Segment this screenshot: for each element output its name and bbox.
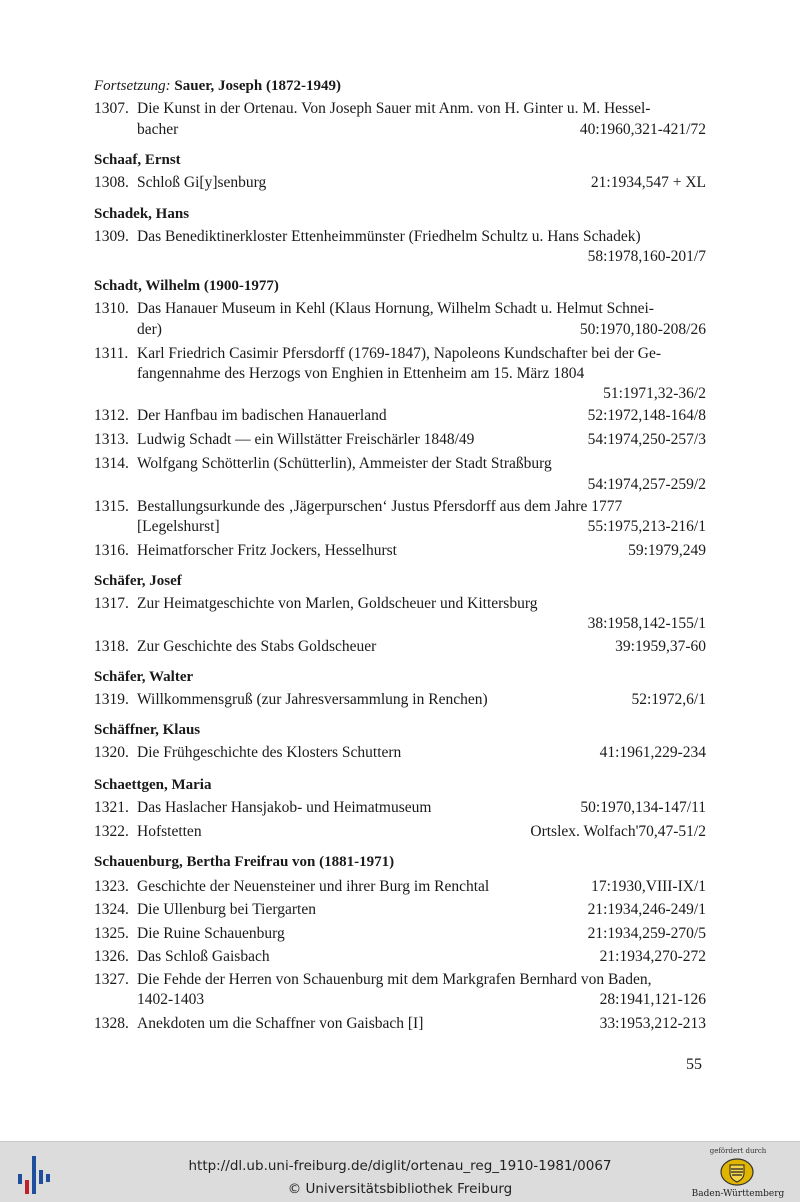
author-heading: Schauenburg, Bertha Freifrau von (1881-1971) (94, 854, 395, 870)
baden-wuerttemberg-crest-icon (719, 1157, 755, 1187)
entry-title: Die Frühgeschichte des Klosters Schuttern (137, 744, 402, 761)
entry-title: Heimatforscher Fritz Jockers, Hesselhurst (137, 542, 397, 559)
entry-reference: 21:1934,547 + XL (590, 174, 706, 191)
entry-title: Zur Heimatgeschichte von Marlen, Goldscheuer und Kittersburg (137, 595, 538, 612)
entry-reference: 55:1975,213-216/1 (587, 518, 706, 535)
entry-title: Das Haslacher Hansjakob- und Heimatmuseum (137, 799, 432, 816)
entry-number: 1310. (94, 300, 129, 317)
entry-title: Die Ruine Schauenburg (137, 925, 285, 942)
entry-reference: 50:1970,134-147/11 (580, 799, 706, 816)
author-heading: Schaaf, Ernst (94, 152, 181, 168)
entry-number: 1319. (94, 691, 129, 708)
entry-reference: 21:1934,259-270/5 (587, 925, 706, 942)
entry-number: 1326. (94, 948, 129, 965)
author-heading: Schäfer, Josef (94, 573, 182, 589)
entry-reference: 21:1934,270-272 (599, 948, 706, 965)
entry-reference: 33:1953,212-213 (599, 1015, 706, 1032)
entry-reference: 51:1971,32-36/2 (603, 385, 706, 402)
author-heading: Schäffner, Klaus (94, 722, 201, 738)
entry-number: 1325. (94, 925, 129, 942)
author-heading: Schäfer, Walter (94, 669, 194, 685)
entry-title: Ludwig Schadt — ein Willstätter Freischärler 1848/49 (137, 431, 475, 448)
entry-title: Schloß Gi[y]senburg (137, 174, 267, 191)
entry-title: Bestallungsurkunde des ‚Jägerpurschen‘ Justus Pfersdorff aus dem Jahre 1777 (137, 498, 623, 515)
entry-title: Das Schloß Gaisbach (137, 948, 270, 965)
entry-reference: 17:1930,VIII-IX/1 (591, 878, 706, 895)
continuation-author: Sauer, Joseph (1872-1949) (174, 78, 341, 94)
entry-title: Zur Geschichte des Stabs Goldscheuer (137, 638, 377, 655)
entry-title: Das Hanauer Museum in Kehl (Klaus Hornung, Wilhelm Schadt u. Helmut Schnei- (137, 300, 654, 317)
entry-reference: 58:1978,160-201/7 (587, 248, 706, 265)
entry-reference: 38:1958,142-155/1 (587, 615, 706, 632)
continuation-header (94, 76, 341, 96)
entry-title: Willkommensgruß (zur Jahresversammlung in Renchen) (137, 691, 488, 708)
entry-title-continued: fangennahme des Herzogs von Enghien in Ettenheim am 15. März 1804 (137, 365, 585, 382)
entry-reference: 52:1972,148-164/8 (587, 407, 706, 424)
entry-title-continued: der) (137, 321, 162, 338)
entry-reference: 54:1974,257-259/2 (587, 476, 706, 493)
continuation-prefix: Fortsetzung: (94, 78, 171, 94)
entry-number: 1321. (94, 799, 129, 816)
entry-number: 1324. (94, 901, 129, 918)
page-number: 55 (686, 1056, 702, 1073)
author-heading: Schaettgen, Maria (94, 777, 212, 793)
entry-title: Karl Friedrich Casimir Pfersdorff (1769-1847), Napoleons Kundschafter bei der Ge- (137, 345, 661, 362)
entry-reference: 59:1979,249 (628, 542, 706, 559)
entry-number: 1318. (94, 638, 129, 655)
entry-title-continued: bacher (137, 121, 179, 138)
entry-reference: 40:1960,321-421/72 (579, 121, 706, 138)
copyright-notice: © Universitätsbibliothek Freiburg (287, 1181, 513, 1197)
entry-reference: 21:1934,246-249/1 (587, 901, 706, 918)
entry-number: 1314. (94, 455, 129, 472)
entry-number: 1311. (94, 345, 129, 362)
entry-title-continued: 1402-1403 (137, 991, 205, 1008)
author-heading: Schadek, Hans (94, 206, 190, 222)
sponsor-name: Baden-Württemberg (691, 1189, 785, 1199)
entry-reference: 52:1972,6/1 (631, 691, 706, 708)
entry-reference: 28:1941,121-126 (599, 991, 706, 1008)
sponsor-note: gefördert durch (709, 1147, 767, 1155)
footer-bar (0, 1141, 800, 1202)
entry-number: 1327. (94, 971, 129, 988)
entry-number: 1315. (94, 498, 129, 515)
entry-title-continued: [Legelshurst] (137, 518, 220, 535)
entry-reference: 54:1974,250-257/3 (587, 431, 706, 448)
entry-number: 1322. (94, 823, 129, 840)
entry-number: 1317. (94, 595, 129, 612)
entry-title: Die Kunst in der Ortenau. Von Joseph Sauer mit Anm. von H. Ginter u. M. Hessel- (137, 100, 651, 117)
entry-number: 1313. (94, 431, 129, 448)
author-heading: Schadt, Wilhelm (1900-1977) (94, 278, 279, 294)
entry-number: 1328. (94, 1015, 129, 1032)
entry-reference: 41:1961,229-234 (599, 744, 706, 761)
entry-title: Anekdoten um die Schaffner von Gaisbach [I] (137, 1015, 424, 1032)
entry-title: Geschichte der Neuensteiner und ihrer Burg im Renchtal (137, 878, 490, 895)
entry-title: Hofstetten (137, 823, 202, 840)
entry-reference: 50:1970,180-208/26 (579, 321, 706, 338)
entry-title: Die Ullenburg bei Tiergarten (137, 901, 316, 918)
entry-reference: Ortslex. Wolfach'70,47-51/2 (530, 823, 706, 840)
entry-reference: 39:1959,37-60 (615, 638, 706, 655)
entry-title: Der Hanfbau im badischen Hanauerland (137, 407, 387, 424)
entry-title: Wolfgang Schötterlin (Schütterlin), Ammeister der Stadt Straßburg (137, 455, 552, 472)
entry-title: Die Fehde der Herren von Schauenburg mit dem Markgrafen Bernhard von Baden, (137, 971, 652, 988)
document-url[interactable]: http://dl.ub.uni-freiburg.de/diglit/ortenau_reg_1910-1981/0067 (188, 1158, 612, 1174)
entry-number: 1312. (94, 407, 129, 424)
entry-number: 1320. (94, 744, 129, 761)
entry-title: Das Benediktinerkloster Ettenheimmünster (Friedhelm Schultz u. Hans Schadek) (137, 228, 641, 245)
entry-number: 1309. (94, 228, 129, 245)
entry-number: 1308. (94, 174, 129, 191)
entry-number: 1323. (94, 878, 129, 895)
entry-number: 1307. (94, 100, 129, 117)
entry-number: 1316. (94, 542, 129, 559)
